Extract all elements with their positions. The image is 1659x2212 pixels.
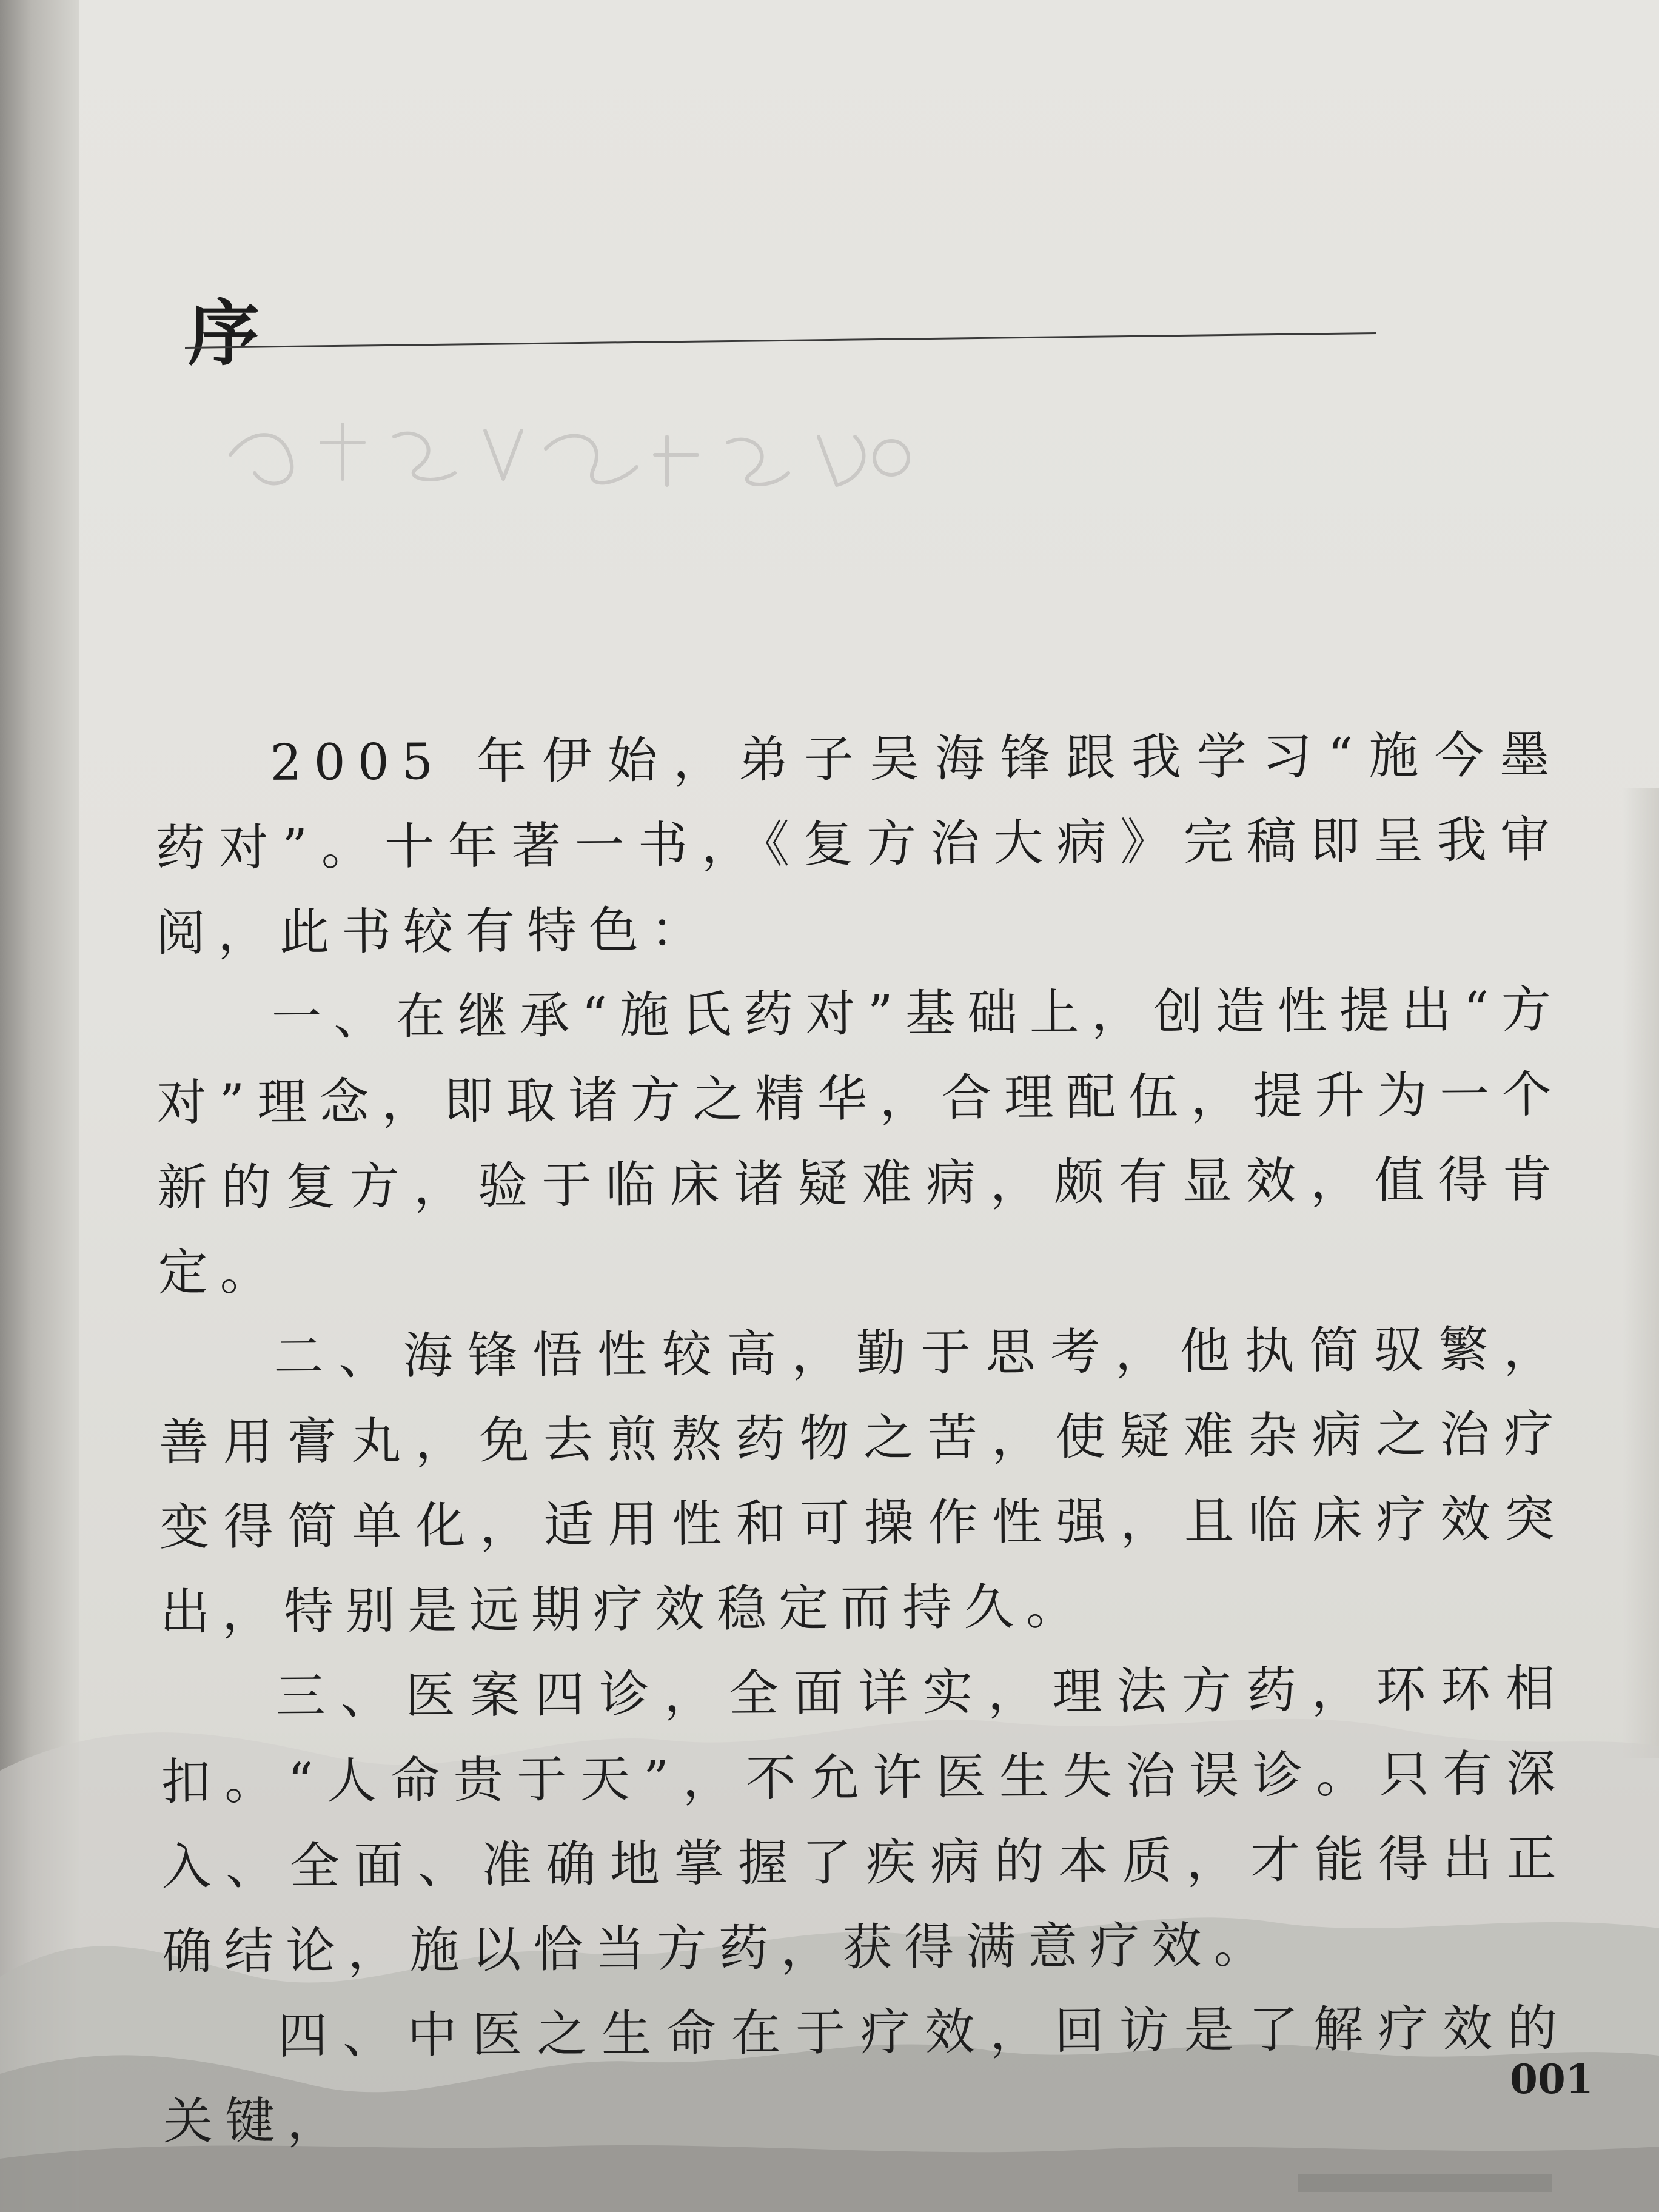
faint-handwritten-signature (218, 400, 916, 503)
page-number: 001 (1510, 2056, 1594, 2103)
paragraph: 四、中医之生命在于疗效，回访是了解疗效的关键， (163, 1999, 1570, 2151)
paragraph: 三、医案四诊，全面详实，理法方药，环环相扣。“人命贵于天”，不允许医生失治误诊。只有深入、全面、准确地掌握了疾病的本质，才能得出正确结论，施以恰当方药，获得满意疗效。 (161, 1660, 1569, 1981)
paragraph: 一、在继承“施氏药对”基础上，创造性提出“方对”理念，即取诸方之精华，合理配伍，提升为一个新的复方，验于临床诸疑难病，颇有显效，值得肯定。 (156, 980, 1564, 1302)
title-divider (185, 332, 1376, 349)
page-title: 序 (188, 291, 260, 375)
paragraph: 二、海锋悟性较高，勤于思考，他执简驭繁，善用膏丸，免去煎熬药物之苦，使疑难杂病之治疗变得简单化，适用性和可操作性强，且临床疗效突出，特别是远期疗效稳定而持久。 (158, 1320, 1567, 1641)
faint-bottom-mark (1298, 2168, 1552, 2198)
paragraph: 2005 年伊始，弟子吴海锋跟我学习“施今墨药对”。十年著一书，《复方治大病》完稿即呈我审阅，此书较有特色： (155, 726, 1563, 962)
page-edge-shadow (1623, 788, 1659, 1758)
preface-body (155, 713, 1570, 2165)
